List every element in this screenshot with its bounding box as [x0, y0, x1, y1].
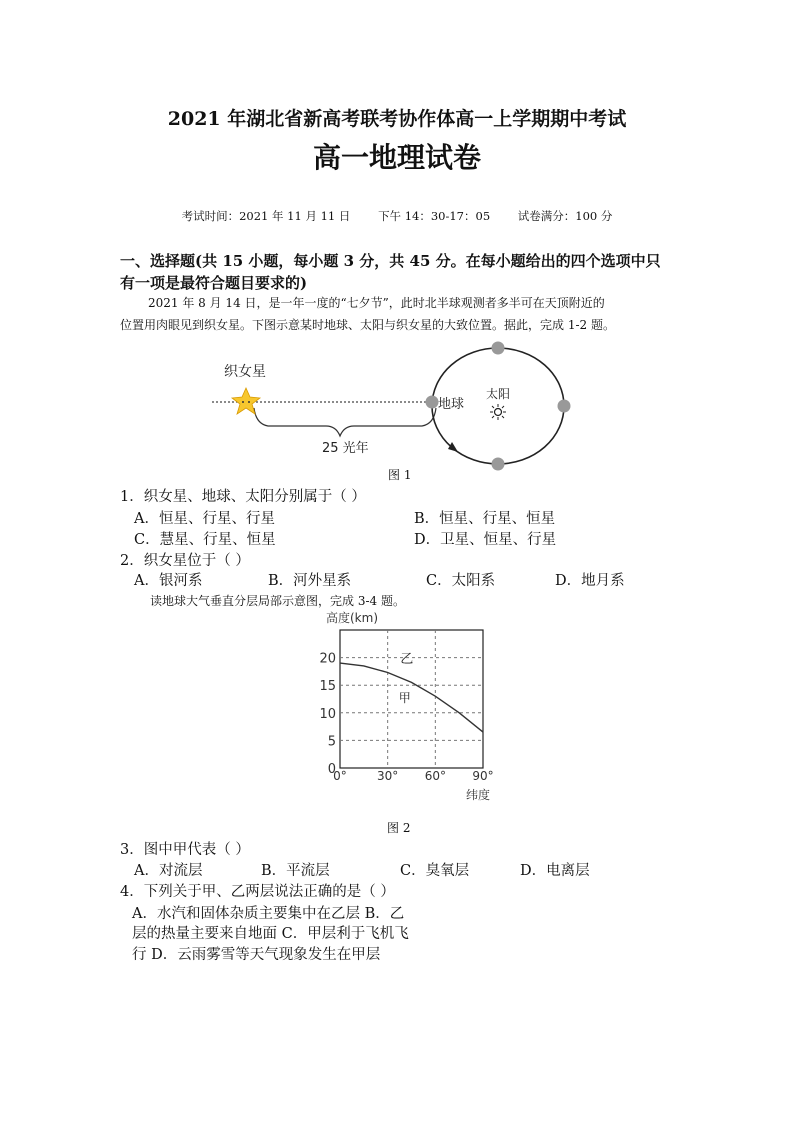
- y-tick-label-3: 15: [319, 679, 336, 695]
- q2-stem: 2．织女星位于（ ）: [120, 553, 250, 569]
- q3-option-d: D．电离层: [520, 863, 590, 879]
- q1-stem: 1．织女星、地球、太阳分别属于（ ）: [120, 489, 366, 505]
- label-distance: 25 光年: [322, 441, 369, 456]
- q1-option-b: B．恒星、行星、恒星: [414, 511, 556, 527]
- figure2-chart: [300, 606, 520, 808]
- q3-option-b: B．平流层: [261, 863, 330, 879]
- exam-period: 下午 14：30-17：05: [378, 209, 491, 223]
- annotation-jia: 甲: [398, 690, 411, 705]
- earth-position-bottom: [492, 458, 505, 471]
- q2-option-c: C．太阳系: [426, 573, 496, 589]
- chart-ylabel: 高度(km): [326, 611, 379, 625]
- intro-line1: 2021 年 8 月 14 日，是一年一度的“七夕节”，此时北半球观测者多半可在天顶附近的: [148, 296, 605, 310]
- q2-option-b: B．河外星系: [268, 573, 352, 589]
- x-tick-label-0: 0°: [333, 769, 347, 783]
- paper-title: 高一地理试卷: [312, 141, 481, 174]
- exam-title: 2021 年湖北省新高考联考协作体高一上学期期中考试: [167, 108, 627, 130]
- q3-stem: 3．图中甲代表（ ）: [120, 842, 250, 858]
- y-tick-label-2: 10: [319, 706, 336, 722]
- full-score: 试卷满分：100 分: [517, 209, 613, 223]
- earth-position-right: [558, 400, 571, 413]
- chart-frame: [340, 630, 483, 768]
- chart-xlabel: 纬度: [466, 788, 491, 802]
- q4-options-line3: 行 D．云雨雾雪等天气现象发生在甲层: [132, 947, 381, 963]
- x-tick-label-2: 60°: [424, 769, 446, 783]
- x-tick-label-1: 30°: [377, 769, 399, 783]
- q4-options-line1: A．水汽和固体杂质主要集中在乙层 B．乙: [132, 906, 405, 922]
- q4-stem: 4．下列关于甲、乙两层说法正确的是（ ）: [120, 884, 395, 900]
- q1-option-c: C．慧星、行星、恒星: [134, 532, 276, 548]
- vega-star-icon: [232, 388, 260, 414]
- annotation-yi: 乙: [400, 652, 414, 668]
- chart-grid: [340, 630, 483, 768]
- x-tick-label-3: 90°: [472, 769, 494, 783]
- section-heading-line1: 一、选择题(共 15 小题，每小题 3 分，共 45 分。在每小题给出的四个选项中只: [120, 252, 661, 270]
- exam-time: 考试时间：2021 年 11 月 11 日: [181, 209, 351, 223]
- q4-options-line2: 层的热量主要来自地面 C．甲层利于飞机飞: [132, 926, 409, 942]
- sun-icon: [490, 404, 506, 420]
- q3-option-c: C．臭氧层: [400, 863, 470, 879]
- distance-brace: [254, 408, 436, 436]
- exam-info: [0, 208, 794, 224]
- orbit-direction-arrow: [448, 442, 458, 452]
- q2-option-a: A．银河系: [134, 573, 203, 589]
- q3-option-a: A．对流层: [134, 863, 203, 879]
- series-line-boundary: [340, 663, 483, 732]
- label-vega: 织女星: [224, 364, 266, 380]
- section-heading-line2: 有一项是最符合题目要求的): [120, 274, 308, 292]
- label-earth: 地球: [438, 397, 465, 412]
- q1-option-a: A．恒星、行星、行星: [134, 511, 275, 527]
- q1-option-d: D．卫星、恒星、行星: [414, 532, 557, 548]
- y-tick-label-4: 20: [319, 651, 336, 667]
- y-tick-label-1: 5: [327, 734, 336, 750]
- y-tick-label-0: 0: [327, 762, 336, 777]
- earth-position-top: [492, 342, 505, 355]
- chart-ticks: [319, 652, 493, 783]
- figure2-caption: 图 2: [387, 821, 411, 835]
- q2-option-d: D．地月系: [555, 573, 625, 589]
- figure1-caption: 图 1: [388, 468, 412, 482]
- intro-line2: 位置用肉眼见到织女星。下图示意某时地球、太阳与织女星的大致位置。据此，完成 1-2 题。: [120, 318, 615, 332]
- earth-position-left: [426, 396, 439, 409]
- figure1-diagram: [200, 340, 600, 480]
- label-sun: 太阳: [486, 387, 511, 401]
- intro-3-4: 读地球大气垂直分层局部示意图，完成 3-4 题。: [150, 594, 405, 608]
